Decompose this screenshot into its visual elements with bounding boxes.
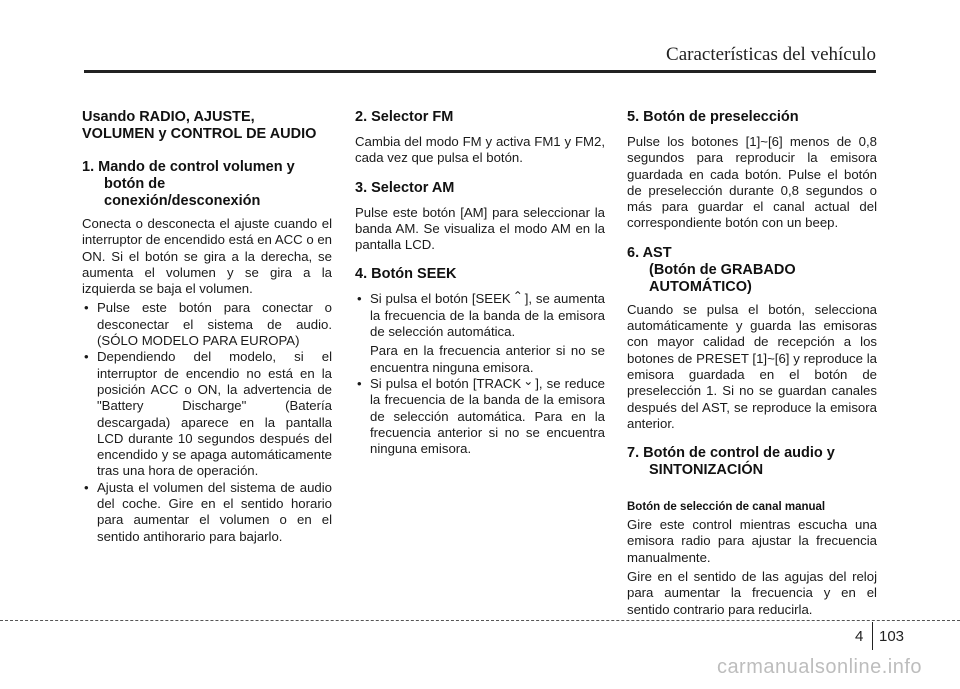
heading-seek-button: 4. Botón SEEK: [355, 266, 457, 283]
page-number-value: 103: [879, 628, 905, 645]
header-rule: [84, 70, 876, 73]
paragraph-fm: Cambia del modo FM y activa FM1 y FM2, cada vez que pulsa el botón.: [355, 134, 605, 166]
section-title: [82, 109, 332, 143]
list-item-seek: [355, 291, 605, 375]
heading-am-selector: 3. Selector AM: [355, 179, 455, 196]
paragraph-manual-1: Gire este control mientras escucha una emisora radio para ajustar la frecuencia manualmente.: [627, 517, 877, 565]
chapter-number: 4: [855, 628, 864, 645]
paragraph-ast: Cuando se pulsa el botón, selecciona automáticamente y guarda las emisoras con mayor calidad de recepción a los botones de PRESET [1]~[6] y reproduce la emisora guardada en el botón de preselección 1. Si no se guardan canales después del AST, se reproduce la emisora anterior.: [627, 301, 877, 431]
paragraph-preset: Pulse los botones [1]~[6] menos de 0,8 segundos para reproducir la emisora guardada en cada botón. Pulse el botón de preselección durante 0,8 segundos o más para guardar el canal actual del correspondiente botón con un beep.: [627, 134, 877, 231]
chevron-up-icon: ⌃: [512, 289, 523, 304]
seek-text-extra: Para en la frecuencia anterior si no se encuentra ninguna emisora.: [370, 343, 605, 375]
footer-dashed-rule: [0, 620, 960, 621]
heading-ast-line2: (Botón de GRABADO: [649, 261, 796, 278]
heading-volume-line1: 1. Mando de control volumen y: [82, 159, 295, 175]
list-item-track: [355, 373, 605, 457]
list-item: • Dependiendo del modelo, si el interruptor de encendio no está en la posición ACC o ON, la advertencia de "Battery Discharge" (Batería descargada) aparece en la pantalla LCD durante 10 segundos después del encendido y se apaga automáticamente tras una hora de operación.: [82, 349, 332, 479]
heading-audio-tuning: [627, 445, 877, 479]
seek-text-post: ], se aumenta la frecuencia de la banda de la emisora de selección automática.: [370, 291, 605, 340]
chevron-down-icon: ⌄: [523, 373, 534, 388]
heading-ast: [627, 245, 877, 296]
track-text-pre: Si pulsa el botón [TRACK: [370, 375, 522, 391]
section-title-line2: VOLUMEN y CONTROL DE AUDIO: [82, 126, 317, 142]
list-item: • Pulse este botón para conectar o desconectar el sistema de audio. (SÓLO MODELO PARA EUROPA): [82, 300, 332, 349]
heading-ast-line3: AUTOMÁTICO): [649, 278, 752, 295]
heading-ast-line1: 6. AST: [627, 244, 672, 261]
heading-volume-line3: conexión/desconexión: [104, 193, 261, 209]
paragraph-manual-2: Gire en el sentido de las agujas del reloj para aumentar la frecuencia y en el sentido contrario para reducirla.: [627, 569, 877, 617]
section-title-line1: Usando RADIO, AJUSTE,: [82, 109, 255, 125]
bullet-list-seek: [355, 291, 605, 457]
heading-volume-line2: botón de: [104, 176, 166, 192]
list-item: • Ajusta el volumen del sistema de audio del coche. Gire en el sentido horario para aumentar el volumen o en el sentido antihorario para bajarlo.: [82, 480, 332, 545]
column-2: [355, 109, 605, 461]
heading-volume-knob: [82, 159, 332, 210]
heading-fm-selector: 2. Selector FM: [355, 109, 454, 125]
column-1: [82, 109, 332, 549]
paragraph-volume: Conecta o desconecta el ajuste cuando el interruptor de encendido está en ACC o en ON. Si el botón se gira a la derecha, se aumenta el volumen y se gira a la izquierda se baja el volumen.: [82, 216, 332, 297]
seek-text-pre: Si pulsa el botón [SEEK: [370, 291, 511, 307]
heading-audio-line1: 7. Botón de control de audio y: [627, 445, 835, 462]
subheading-manual-channel: Botón de selección de canal manual: [627, 501, 826, 514]
heading-preset-button: 5. Botón de preselección: [627, 109, 799, 125]
heading-audio-line2: SINTONIZACIÓN: [649, 462, 764, 479]
chapter-header-title: Características del vehículo: [666, 44, 876, 65]
column-3: [627, 109, 877, 621]
track-text-post: ], se reduce la frecuencia de la banda de la emisora de selección automática. Para en la frecuencia anterior si no se encuentra ninguna emisora.: [370, 375, 605, 457]
watermark: carmanualsonline.info: [716, 656, 922, 678]
page-number-separator: [872, 622, 873, 650]
bullet-list-volume: [82, 300, 332, 544]
paragraph-am: Pulse este botón [AM] para seleccionar la banda AM. Se visualiza el modo AM en la pantalla LCD.: [355, 204, 605, 253]
